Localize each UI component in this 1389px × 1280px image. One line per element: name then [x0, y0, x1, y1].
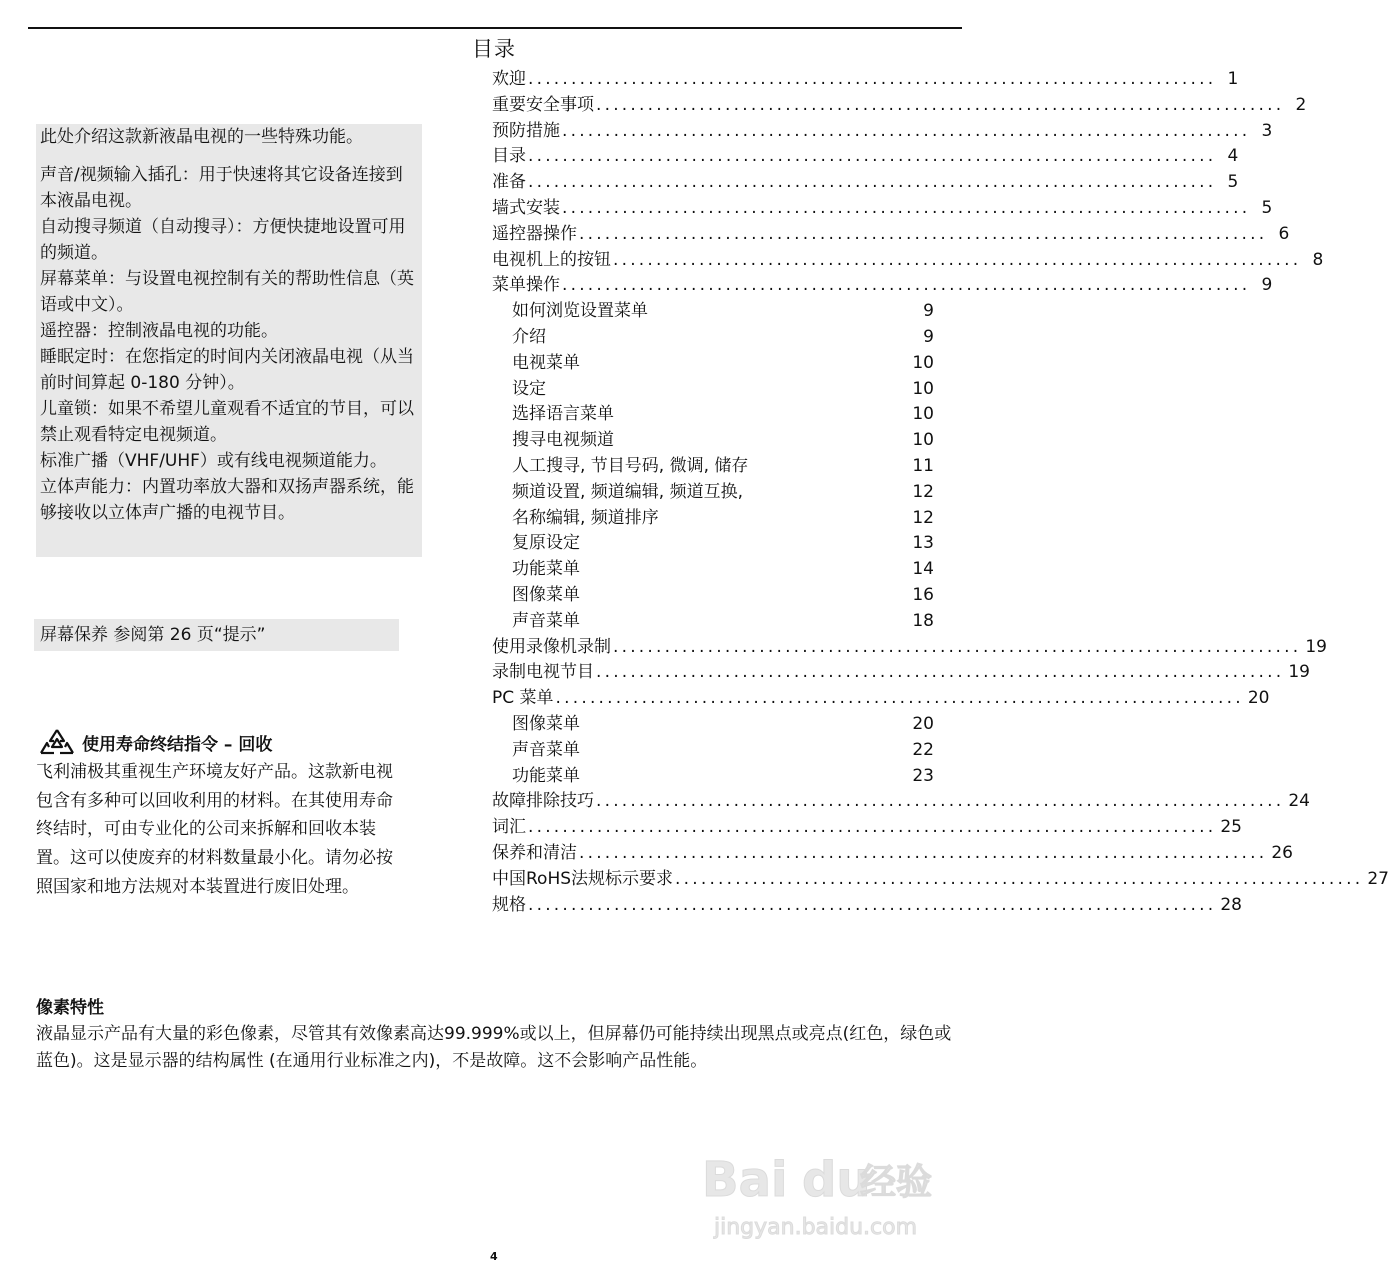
toc-entry-label: 菜单操作	[492, 275, 560, 296]
toc-entry	[492, 480, 934, 506]
toc-entry-label: 声音菜单	[512, 739, 580, 760]
toc-entry-page: 27	[1367, 868, 1389, 889]
toc-leader-dots: ................................................................................	[562, 197, 1251, 218]
pixel-body: 液晶显示产品有大量的彩色像素，尽管其有效像素高达99.999%或以上，但屏幕仍可能持续出现黑点或亮点(红色，绿色或蓝色)。这是显示器的结构属性 (在通用行业标准之内)，不是故障。这不会影响产品性能。	[36, 1024, 952, 1071]
toc-entry	[492, 196, 1273, 222]
top-rule	[28, 27, 962, 29]
toc-entry-label: 功能菜单	[512, 765, 580, 786]
baidu-watermark	[700, 1130, 940, 1250]
toc-entry-label: 遥控器操作	[492, 223, 577, 244]
toc-entry-label: 中国RoHS法规标示要求	[492, 868, 674, 889]
toc-entry-label: 电视菜单	[512, 352, 580, 373]
toc-entry	[492, 351, 934, 377]
toc-entry	[492, 377, 934, 403]
toc-entry-page: 5	[1261, 197, 1273, 218]
toc-entry-label: 选择语言菜单	[512, 404, 614, 425]
toc-leader-dots: ................................................................................	[528, 172, 1217, 193]
toc-entry-page: 10	[912, 352, 934, 373]
toc-entry	[492, 248, 1324, 274]
features-box	[36, 124, 422, 557]
toc-leader-dots: ................................................................................	[579, 842, 1268, 863]
toc-entry	[492, 738, 934, 764]
toc-entry-page: 26	[1271, 842, 1293, 863]
toc-entry	[492, 867, 1389, 893]
toc-entry	[492, 531, 934, 557]
toc-entry-page: 8	[1312, 249, 1324, 270]
toc-leader-dots: ................................................................................	[596, 791, 1285, 812]
toc-entry	[492, 67, 1239, 93]
toc-entry	[492, 841, 1293, 867]
toc-entry-page: 20	[912, 713, 934, 734]
toc-leader-dots: ................................................................................	[562, 275, 1251, 296]
toc-entry-page: 11	[912, 455, 934, 476]
toc-entry	[492, 144, 1239, 170]
toc-entry	[492, 815, 1242, 841]
toc-leader-dots: ................................................................................	[579, 223, 1268, 244]
toc-leader-dots: ................................................................................	[528, 146, 1217, 167]
toc-entry-label: 重要安全事项	[492, 94, 594, 115]
toc-entry-label: 目录	[492, 146, 526, 167]
toc-entry-label: 词汇	[492, 817, 526, 838]
toc-entry-label: 保养和清洁	[492, 842, 577, 863]
toc-entry-page: 6	[1278, 223, 1290, 244]
toc-leader-dots: ................................................................................	[675, 868, 1364, 889]
toc-entry-label: 频道设置, 频道编辑, 频道互换,	[512, 481, 744, 502]
toc-entry-label: 复原设定	[512, 533, 580, 554]
toc-entry-page: 9	[1261, 275, 1273, 296]
toc-entry	[492, 273, 1273, 299]
toc-entry-label: 设定	[512, 378, 546, 399]
toc-entry-page: 5	[1227, 172, 1239, 193]
toc-entry-label: 预防措施	[492, 120, 560, 141]
toc-entry-label: 声音菜单	[512, 610, 580, 631]
toc-leader-dots: ................................................................................	[596, 94, 1285, 115]
toc-leader-dots: ................................................................................	[596, 662, 1285, 683]
watermark-brand: Bai	[702, 1152, 788, 1208]
toc-entry	[492, 893, 1242, 919]
toc-title: 目录	[472, 37, 516, 61]
toc-entry-page: 25	[1220, 817, 1242, 838]
toc-entry	[492, 660, 1310, 686]
toc-entry	[492, 428, 934, 454]
toc-entry-page: 12	[912, 481, 934, 502]
toc-entry	[492, 325, 934, 351]
page-number: 4	[490, 1250, 498, 1263]
feature-item: 屏幕菜单：与设置电视控制有关的帮助性信息（英语或中文）。	[40, 269, 414, 315]
feature-item: 声音/视频输入插孔：用于快速将其它设备连接到本液晶电视。	[40, 165, 403, 211]
watermark-suffix: 经验	[860, 1162, 933, 1203]
toc-entry-label: PC 菜单	[492, 688, 554, 709]
toc-entry-page: 23	[912, 765, 934, 786]
toc-entry-label: 图像菜单	[512, 713, 580, 734]
toc-entry-page: 12	[912, 507, 934, 528]
toc-entry-label: 介绍	[512, 326, 546, 347]
toc-leader-dots: ................................................................................	[528, 894, 1217, 915]
feature-item: 自动搜寻频道（自动搜寻）：方便快捷地设置可用的频道。	[40, 217, 406, 263]
toc-entry-page: 18	[912, 610, 934, 631]
toc-entry	[492, 557, 934, 583]
toc-entry-page: 20	[1247, 688, 1270, 709]
toc-entry-label: 名称编辑, 频道排序	[512, 507, 659, 528]
toc-entry-page: 19	[1305, 636, 1327, 657]
recycle-body: 飞利浦极其重视生产环境友好产品。这款新电视包含有多种可以回收利用的材料。在其使用寿命终结时，可由专业化的公司来拆解和回收本装置。这可以使废弃的材料数量最小化。请勿必按照国家和地方法规对本装置进行废旧处理。	[36, 762, 393, 897]
toc-entry-label: 功能菜单	[512, 559, 580, 580]
toc-entry	[492, 764, 934, 790]
toc-entry	[492, 299, 934, 325]
toc-entry-page: 3	[1261, 120, 1273, 141]
toc-entry-label: 录制电视节目	[492, 662, 594, 683]
toc-entry-label: 电视机上的按钮	[492, 249, 611, 270]
toc-entry-page: 2	[1295, 94, 1307, 115]
toc-entry	[492, 609, 934, 635]
toc-entry-page: 24	[1288, 791, 1310, 812]
toc-entry-label: 使用录像机录制	[492, 636, 611, 657]
toc-leader-dots: ................................................................................	[613, 636, 1302, 657]
feature-item: 睡眠定时：在您指定的时间内关闭液晶电视（从当前时间算起 0-180 分钟）。	[40, 347, 414, 393]
toc-entry-page: 19	[1288, 662, 1310, 683]
pixel-heading: 像素特性	[36, 998, 104, 1018]
toc-entry-page: 4	[1227, 146, 1239, 167]
screen-care-note: 屏幕保养 参阅第 26 页“提示”	[34, 619, 399, 651]
toc-entry-label: 准备	[492, 172, 526, 193]
toc-entry	[492, 712, 934, 738]
toc-entry-page: 14	[912, 559, 934, 580]
watermark-url: jingyan.baidu.com	[714, 1215, 918, 1240]
toc-entry-page: 9	[923, 326, 934, 347]
toc-entry	[492, 93, 1307, 119]
toc-entry-label: 图像菜单	[512, 584, 580, 605]
feature-item: 立体声能力：内置功率放大器和双扬声器系统，能够接收以立体声广播的电视节目。	[40, 477, 414, 523]
toc-entry	[492, 454, 934, 480]
watermark-brand-du: du	[802, 1152, 871, 1208]
toc-entry	[492, 402, 934, 428]
recycle-heading: 使用寿命终结指令 – 回收	[82, 734, 273, 755]
toc-entry-page: 9	[923, 301, 934, 322]
toc-entry-label: 欢迎	[492, 69, 526, 89]
toc-entry	[492, 686, 1270, 712]
toc-entry-page: 1	[1227, 69, 1239, 89]
toc-entry	[492, 119, 1273, 145]
toc-entry-label: 如何浏览设置菜单	[512, 301, 648, 322]
toc-entry	[492, 635, 1327, 661]
feature-item: 遥控器：控制液晶电视的功能。	[40, 321, 278, 341]
toc-entry-page: 22	[912, 739, 934, 760]
toc-entry	[492, 789, 1310, 815]
toc-leader-dots: ................................................................................	[562, 120, 1251, 141]
toc-entry-page: 13	[912, 533, 934, 554]
toc-leader-dots: ................................................................................	[528, 817, 1217, 838]
toc-entry-page: 10	[912, 430, 934, 451]
feature-item: 标准广播（VHF/UHF）或有线电视频道能力。	[40, 451, 387, 471]
toc-entry	[492, 583, 934, 609]
feature-item: 儿童锁：如果不希望儿童观看不适宜的节目，可以禁止观看特定电视频道。	[40, 399, 414, 445]
toc-entry-page: 10	[912, 404, 934, 425]
toc-entry	[492, 170, 1239, 196]
toc-entry-label: 规格	[492, 894, 526, 915]
toc-leader-dots: ................................................................................	[555, 688, 1244, 709]
toc-entry-label: 墙式安装	[492, 197, 560, 218]
recycle-icon	[36, 727, 78, 757]
toc-entry-label: 搜寻电视频道	[512, 430, 614, 451]
toc-entry	[492, 506, 934, 532]
toc-entry-page: 28	[1220, 894, 1242, 915]
toc-entry-page: 10	[912, 378, 934, 399]
toc-entry	[492, 222, 1290, 248]
toc-entry-label: 故障排除技巧	[492, 791, 594, 812]
toc-leader-dots: ................................................................................	[613, 249, 1302, 270]
toc-entry-page: 16	[912, 584, 934, 605]
toc-entry-label: 人工搜寻, 节目号码, 微调, 储存	[512, 455, 749, 476]
features-intro: 此处介绍这款新液晶电视的一些特殊功能。	[40, 127, 363, 147]
recycle-heading-row	[36, 728, 272, 756]
table-of-contents	[492, 67, 1389, 918]
toc-leader-dots: ................................................................................	[528, 69, 1217, 89]
